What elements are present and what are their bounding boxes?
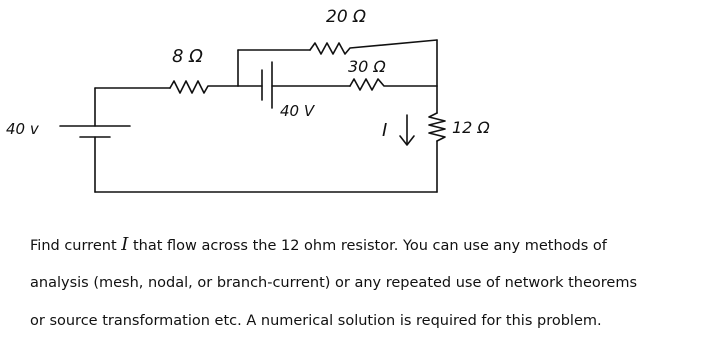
current-label: I	[382, 120, 388, 141]
problem-line-1: Find current I that flow across the 12 ohm resistor. You can use any methods of	[30, 234, 607, 255]
r4-label: 12 Ω	[452, 118, 490, 137]
problem-line-2: analysis (mesh, nodal, or branch-current) or any repeated use of network theorems	[30, 275, 637, 291]
resistor-12-ohm	[429, 113, 445, 141]
r2-label: 20 Ω	[326, 7, 367, 27]
middle-source-label: 40 V	[280, 102, 315, 120]
resistor-20-ohm	[310, 40, 437, 54]
r3-label: 30 Ω	[348, 57, 386, 76]
current-variable: I	[121, 234, 129, 255]
current-arrow	[400, 115, 414, 145]
r1-label: 8 Ω	[172, 46, 203, 67]
problem-line-3: or source transformation etc. A numerical solution is required for this problem.	[30, 313, 602, 329]
resistor-8-ohm	[170, 81, 238, 93]
resistor-30-ohm	[350, 79, 437, 90]
left-voltage-source	[60, 88, 130, 192]
left-source-label: 40 v	[6, 120, 39, 138]
